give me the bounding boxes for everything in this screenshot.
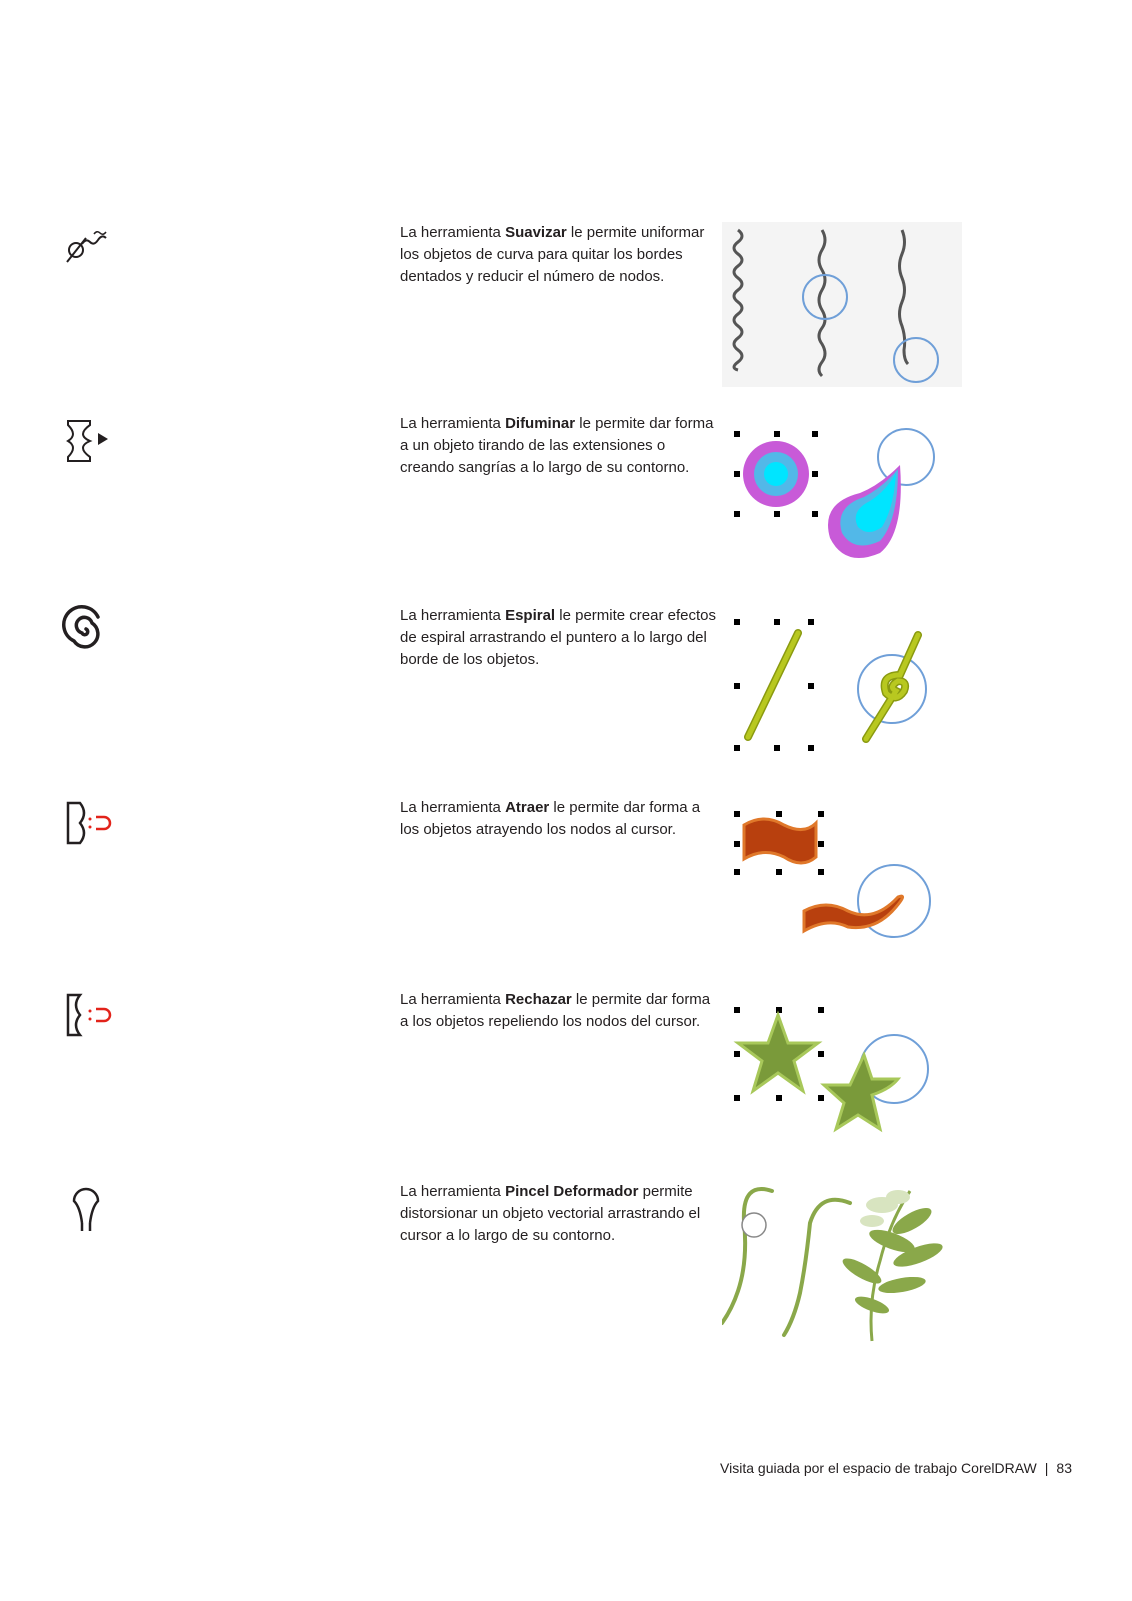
attract-tool-icon [58, 797, 114, 853]
tool-row-repel [0, 989, 1132, 1159]
tool-name: Pincel Deformador [505, 1183, 639, 1200]
tool-row-attract [0, 797, 1132, 967]
footer-title: Visita guiada por el espacio de trabajo CorelDRAW [720, 1460, 1037, 1476]
smear-example-figure [730, 413, 950, 568]
tool-description: La herramienta Atraer le permite dar forma a los objetos atrayendo los nodos al cursor. [400, 799, 701, 838]
tool-row-smooth [0, 222, 1132, 392]
page-number: 83 [1056, 1460, 1072, 1476]
footer-separator: | [1044, 1460, 1049, 1476]
smooth-example-figure [722, 222, 962, 392]
tool-description: La herramienta Rechazar le permite dar forma a los objetos repeliendo los nodos del cursor. [400, 991, 711, 1030]
smudge-example-figure [722, 1181, 962, 1351]
smear-tool-icon [58, 413, 114, 469]
tool-name: Espiral [505, 607, 556, 624]
tool-row-twirl [0, 605, 1132, 775]
page-footer [720, 1460, 1072, 1476]
smudge-brush-tool-icon [58, 1181, 114, 1237]
tool-description: La herramienta Suavizar le permite uniformar los objetos de curva para quitar los bordes dentados y reducir el número de nodos. [400, 224, 705, 285]
tool-name: Difuminar [505, 415, 576, 432]
tool-name: Atraer [505, 799, 550, 816]
tool-name: Rechazar [505, 991, 572, 1008]
twirl-example-figure [730, 605, 950, 760]
repel-example-figure [730, 989, 950, 1144]
tool-row-smear [0, 413, 1132, 583]
tool-row-smudge [0, 1181, 1132, 1351]
attract-example-figure [730, 797, 950, 952]
smooth-tool-icon [58, 222, 114, 278]
tool-description: La herramienta Espiral le permite crear efectos de espiral arrastrando el puntero a lo largo del borde de los objetos. [400, 607, 716, 668]
twirl-tool-icon [58, 605, 114, 661]
tool-description: La herramienta Pincel Deformador permite distorsionar un objeto vectorial arrastrando el cursor a lo largo de su contorno. [400, 1183, 701, 1244]
tool-name: Suavizar [505, 224, 567, 241]
tool-description: La herramienta Difuminar le permite dar forma a un objeto tirando de las extensiones o creando sangrías a lo largo de su contorno. [400, 415, 714, 476]
repel-tool-icon [58, 989, 114, 1045]
